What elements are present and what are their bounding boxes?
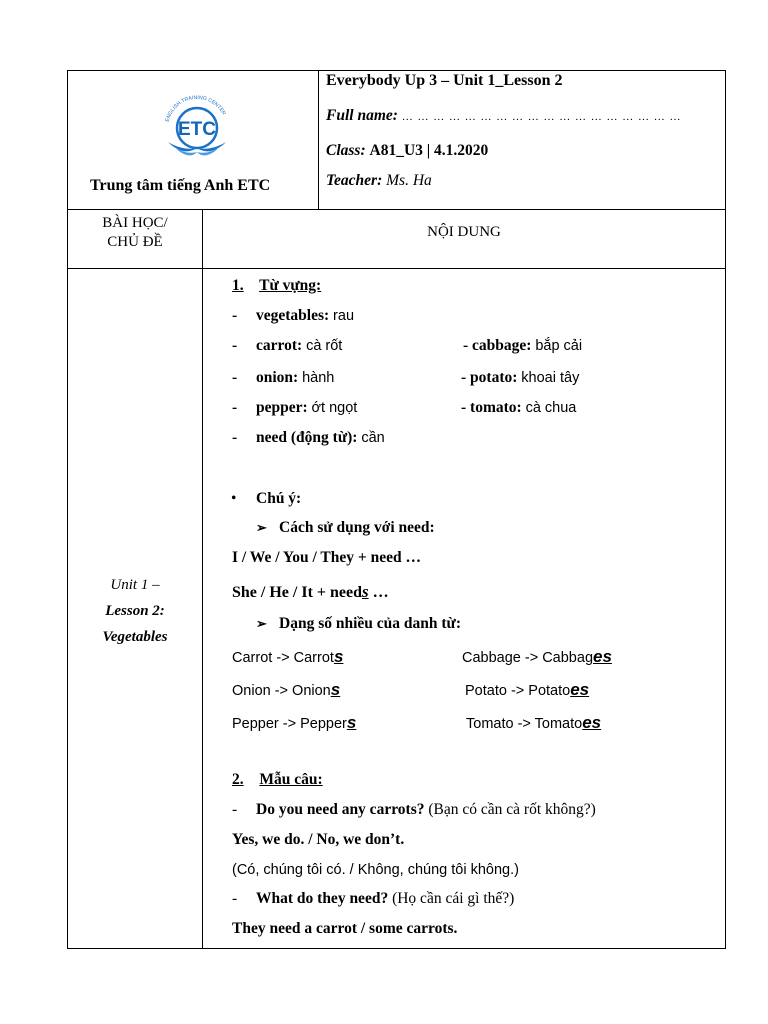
vocab-need-meaning: cần [361, 430, 385, 446]
lesson-title [68, 572, 202, 650]
plural-carrot [232, 648, 343, 667]
class-value: A81_U3 | 4.1.2020 [369, 142, 489, 159]
pattern-question-2 [256, 890, 514, 908]
plural-cabbage-base: Cabbage -> Cabbag [462, 650, 594, 666]
vocab-tomato-meaning: cà chua [525, 400, 577, 416]
full-name-label: Full name: [326, 107, 398, 124]
vocab-dash-5: - [232, 429, 238, 446]
vocab-dash-1: - [232, 307, 238, 324]
vocab-dash-4: - [232, 399, 238, 416]
notes-arrow-1: ➢ [256, 520, 267, 535]
plural-tomato-base: Tomato -> Tomato [466, 716, 583, 732]
plural-onion-suffix: s [330, 680, 341, 699]
vocab-tomato [461, 399, 576, 417]
vocab-need-word: need (động từ): [256, 429, 358, 446]
patterns-heading [232, 771, 323, 789]
notes-need-usage-heading: Cách sử dụng với need: [279, 519, 435, 536]
vocab-carrot-word: carrot: [256, 337, 303, 354]
teacher-row [326, 172, 432, 190]
vocab-pepper [256, 399, 357, 417]
notes-heading: Chú ý: [256, 490, 302, 507]
vocab-heading [232, 277, 321, 295]
vocab-need [256, 429, 385, 447]
vocab-vegetables-meaning: rau [333, 308, 355, 324]
plural-potato-base: Potato -> Potato [465, 683, 571, 699]
rule2-ellipsis: … [368, 584, 389, 601]
logo-ring-text: ENGLISH TRAINING CENTER [164, 94, 227, 123]
center-name: Trung tâm tiếng Anh ETC [90, 177, 271, 194]
header-divider-vertical [318, 70, 319, 210]
vocab-heading-num: 1. [232, 277, 244, 294]
pattern-answer-1: Yes, we do. / No, we don’t. [232, 831, 405, 848]
plural-tomato [466, 714, 601, 733]
rule2-suffix: s [362, 582, 369, 601]
pattern-question-2-translation: (Họ cần cái gì thế?) [392, 890, 515, 907]
notes-arrow-2: ➢ [256, 616, 267, 631]
vocab-carrot [256, 337, 342, 355]
table-border-top [67, 70, 726, 71]
table-border-left [67, 70, 68, 949]
patterns-heading-text: Mẫu câu: [259, 771, 323, 788]
etc-logo [158, 92, 236, 158]
vocab-onion-word: onion: [256, 369, 299, 386]
pattern-question-1-text: Do you need any carrots? [256, 801, 425, 818]
vocab-dash-2: - [232, 337, 238, 354]
notes-plural-heading: Dạng số nhiều của danh từ: [279, 615, 462, 632]
vocab-cabbage [463, 337, 582, 355]
vocab-potato-meaning: khoai tây [521, 370, 580, 386]
logo-text: ETC [178, 119, 216, 140]
column-header-content: NỘI DUNG [427, 224, 501, 240]
vocab-pepper-meaning: ớt ngọt [311, 400, 358, 416]
patterns-heading-num: 2. [232, 771, 244, 788]
lesson-topic: Vegetables [102, 629, 168, 645]
lesson-unit: Unit 1 – [110, 577, 160, 593]
vocab-cabbage-meaning: bắp cải [535, 338, 583, 354]
course-title: Everybody Up 3 – Unit 1_Lesson 2 [326, 72, 563, 89]
vocab-onion-meaning: hành [302, 370, 335, 386]
plural-onion-base: Onion -> Onion [232, 683, 331, 699]
vocab-carrot-meaning: cà rốt [306, 338, 343, 354]
vocab-pepper-word: pepper: [256, 399, 308, 416]
vocab-dash-3: - [232, 369, 238, 386]
teacher-label: Teacher: [326, 172, 383, 189]
column-header-lesson-line1: BÀI HỌC/ [102, 215, 168, 231]
vocab-potato-word: - potato: [461, 369, 518, 386]
notes-bullet: • [231, 490, 237, 507]
table-border-bottom [67, 948, 726, 949]
plural-pepper-base: Pepper -> Pepper [232, 716, 347, 732]
header-divider-horizontal [67, 209, 726, 210]
full-name-row [326, 107, 682, 126]
plural-potato [465, 681, 589, 700]
plural-carrot-base: Carrot -> Carrot [232, 650, 334, 666]
column-header-lesson-line2: CHỦ ĐỀ [107, 234, 163, 250]
plural-carrot-suffix: s [333, 647, 344, 666]
notes-rule-plural-subjects: I / We / You / They + need … [232, 549, 421, 566]
pattern-answer-1-translation: (Có, chúng tôi có. / Không, chúng tôi không.) [232, 862, 519, 878]
column-divider-vertical [202, 209, 203, 949]
plural-pepper [232, 714, 356, 733]
class-label: Class: [326, 142, 366, 159]
vocab-onion [256, 369, 334, 387]
column-header-divider [67, 268, 726, 269]
plural-tomato-suffix: es [582, 713, 602, 732]
lesson-number: Lesson 2: [105, 603, 165, 619]
vocab-vegetables-word: vegetables: [256, 307, 330, 324]
class-row [326, 142, 488, 160]
table-border-right [725, 70, 726, 949]
pattern-question-1-translation: (Bạn có cần cà rốt không?) [428, 801, 596, 818]
pattern-dash-2: - [232, 890, 238, 907]
vocab-vegetables [256, 307, 354, 325]
full-name-dots: … … … … … … … … … … … … … … … … … … [401, 111, 682, 123]
notes-rule-singular-subjects [232, 583, 389, 602]
plural-pepper-suffix: s [346, 713, 357, 732]
vocab-cabbage-word: - cabbage: [463, 337, 532, 354]
rule2-text: She / He / It + need [232, 584, 363, 601]
pattern-dash-1: - [232, 801, 238, 818]
column-header-lesson [68, 214, 202, 252]
pattern-question-2-text: What do they need? [256, 890, 389, 907]
vocab-heading-text: Từ vựng: [259, 277, 322, 294]
pattern-answer-2: They need a carrot / some carrots. [232, 920, 458, 937]
pattern-question-1 [256, 801, 596, 819]
plural-cabbage [462, 648, 612, 667]
plural-potato-suffix: es [570, 680, 590, 699]
plural-cabbage-suffix: es [593, 647, 612, 666]
plural-onion [232, 681, 340, 700]
vocab-tomato-word: - tomato: [461, 399, 522, 416]
teacher-value: Ms. Ha [386, 172, 432, 189]
vocab-potato [461, 369, 579, 387]
